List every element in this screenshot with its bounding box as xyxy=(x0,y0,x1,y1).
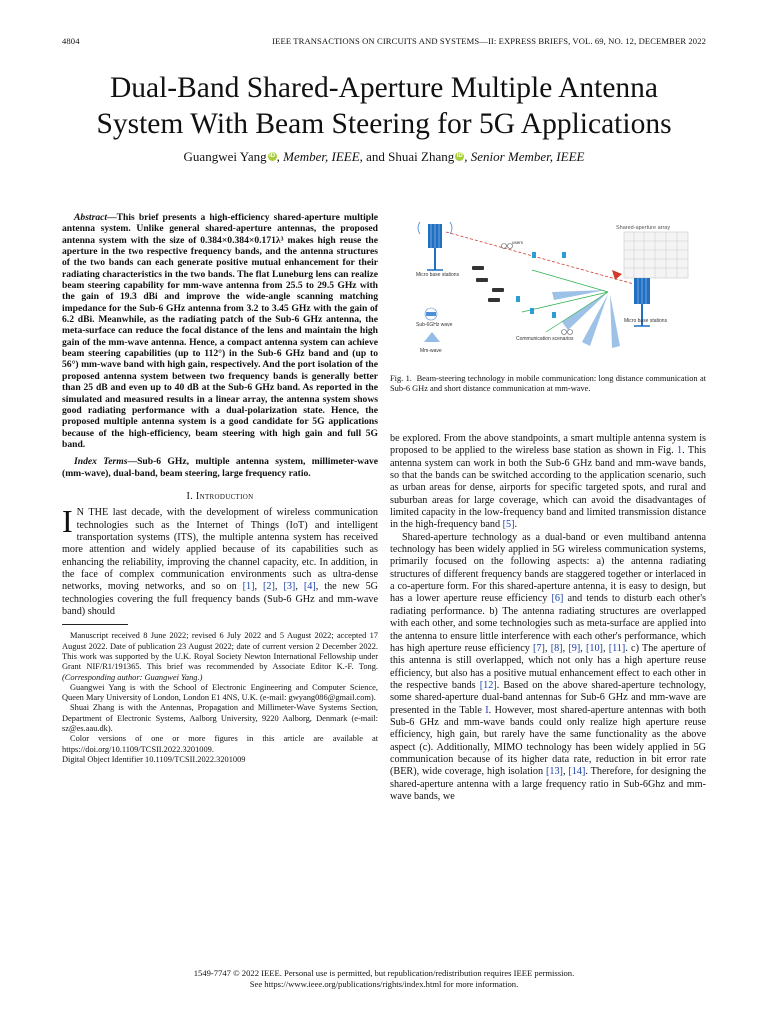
label-mmwave: Mm-wave xyxy=(420,348,442,354)
paper-title xyxy=(40,70,728,142)
author-role-2: Senior Member, IEEE xyxy=(470,149,585,164)
citation-link[interactable]: [13] xyxy=(545,766,563,778)
table-reference-link[interactable]: I xyxy=(485,704,489,716)
body-paragraph: . Therefore, for designing the shared-aperture antenna with a large frequency ratio in Sub-6Ghz and mm-wave bands, we xyxy=(390,766,706,802)
citation-link[interactable]: [3] xyxy=(283,581,296,593)
section-name: Introduction xyxy=(195,490,254,502)
citation-link[interactable]: [4] xyxy=(303,581,316,593)
citation-link[interactable]: [12] xyxy=(479,679,497,691)
arrow-icon xyxy=(612,270,622,280)
beam-steering-diagram xyxy=(412,212,706,368)
index-terms-lead: Index Terms xyxy=(74,456,128,468)
body-paragraph: be explored. From the above standpoints, a smart multiple antenna system is proposed to be applied to the wireless base station as shown in Fig. xyxy=(390,433,706,457)
orcid-icon[interactable]: iD xyxy=(269,153,276,159)
citation-link[interactable]: [6] xyxy=(551,593,564,605)
title-line-1: Dual-Band Shared-Aperture Multiple Antenna xyxy=(109,72,659,104)
section-heading-introduction xyxy=(62,491,378,503)
footnote-manuscript-text: Manuscript received 8 June 2022; revised 6 July 2022 and 5 August 2022; accepted 17 August 2022. Date of publication 23 August 2022; date of current version 2 December 2022. This work was supported by the U.K. Royal Society Newton International Fellowship under Grant NIF/R1/191365. This brief was recommended by Associate Editor K.-F. Tong. xyxy=(62,631,378,672)
running-header xyxy=(62,36,706,48)
body-paragraph: . Based on the above shared-aperture technology, some shared-aperture dual-band antennas for Sub-6 GHz and mm-wave are presented in the Table xyxy=(390,679,707,716)
citation-link[interactable]: [11] xyxy=(608,642,626,654)
citation-link[interactable]: [14] xyxy=(568,766,586,778)
body-paragraph: . xyxy=(514,519,518,531)
label-micro-left: Micro base stations xyxy=(416,272,460,278)
label-sub6: Sub-6GHz wave xyxy=(416,322,453,328)
drop-cap: I xyxy=(62,503,73,540)
abstract-text: —This brief presents a high-efficiency shared-aperture multiple antenna system. Unlike general shared-aperture antennas, the proposed antenna system with the size of 0.384×0.384×0.171λ³ makes high reuse the aperture in the two respective frequency bands, and the antenna structures of the two bands can each generate positive mutual enhancement for their radiating characteristics in the two bands. The flat Luneburg lens can realize beam steering capability for mm-wave antenna from 25.5 to 29.5 GHz with the gain of 19.3 dBi and improve the wide-angle scanning matching impedance for the Sub-6 GHz antenna from 3.2 to 3.45 GHz with the gain of 6.2 dBi. Meanwhile, as the radiating patch of the Sub-6 GHz antenna, the meta-surface can reduce the focal distance of the lens and maintain the high gain of the mm-wave antenna. Hence, a compact antenna system can achieve beam steering capabilities (up to 112°) in the Sub-6 GHz band and (up to 56°) mm-wave band with high gain, respectively. And the port isolation of the proposed antenna system between two frequency bands is generally better than 25 dB and even up to 40 dB at the Sub-6 GHz band. As reported in the simulated and measured results in a linear array, the antenna system shows good radiating performance with a dual-polarization state. Hence, the proposed multiple antenna system is a good candidate for 5G applications because of the high-efficiency, beam steering with high gain and full 5G band. xyxy=(62,212,378,450)
user-device-icon xyxy=(516,252,566,318)
index-terms xyxy=(62,456,378,479)
footnote-manuscript xyxy=(62,631,378,682)
body-paragraph: Shared-aperture technology as a dual-band or even multiband antenna technology has been widely applied in 5G wireless communication systems, primarily focused on the following aspects: a) the antenna radiating structures of different frequency bands are staggered together or interlaced in a co-aperture form. For this shared-aperture antenna, it is easy to design, but has a lower aperture reuse efficiency xyxy=(390,531,706,605)
long-distance-link xyxy=(446,232,634,284)
introduction-text: I N THE last decade, with the development of wireless communication technologies such as the Internet of Things (IoT) and intelligent transportation systems (ITS), the multiple antenna system has received more attention and widely applied because of its capabilities such as enhancing the reliability, improving the channel capacity, etc. In addition, in the face of complex communication environments such as ultra-dense networks, moving networks, and so on [1], [2], [3], [4], the new 5G technologies covering the full frequency bands (Sub-6 GHz and mm-wave band) should xyxy=(62,503,379,617)
footnote-color-versions: Color versions of one or more figures in this article are available at https://doi.org/10.1109/TCSII.2022.3201009. xyxy=(62,734,378,754)
figure-caption-text: Beam-steering technology in mobile communication: long distance communication at Sub-6 GHz and short distance communication at mm-wave. xyxy=(390,374,706,394)
author-name-2: , and Shuai Zhang xyxy=(359,149,455,164)
author-name-1: Guangwei Yang xyxy=(183,149,267,164)
copyright-line: 1549-7747 © 2022 IEEE. Personal use is permitted, but republication/redistribution requires IEEE permission. xyxy=(193,968,575,978)
body-paragraph: . This antenna system can work in both the Sub-6 GHz band and mm-wave bands, so that the bands can be switched according to the application scenario, such as urban areas for dense, airports for specific targeted spots, and rural and suburban areas for large coverage, which can avoid the disadvantages of limited capacity in the low-frequency band and limited transmission distance in the high-frequency band xyxy=(390,445,706,531)
author-line: Guangwei Yang iD , Member, IEEE, and Shuai Zhang iD , Senior Member, IEEE xyxy=(183,149,585,164)
body-paragraph: . However, most shared-aperture antennas with both Sub-6 GHz and mm-wave bands could only realize high aperture reuse efficiency, high gain, but rarely have the same functionality as the above aspect (c). Additionally, MIMO technology has been widely applied in 5G communication because of its higher data rate, reduction in bit error rate (BER), wide coverage, high isolation xyxy=(390,704,706,778)
label-users: users xyxy=(512,240,524,245)
citation-link[interactable]: [1] xyxy=(242,581,255,593)
body-paragraph: . c) The aperture of this antenna is still overlapped, which not only has a high aperture reuse efficiency, but also has a positive mutual enhancement effect to each other in the respective bands xyxy=(390,642,707,691)
citation-link[interactable]: [9] xyxy=(568,642,581,654)
right-column: be explored. From the above standpoints, a smart multiple antenna system is proposed to be applied to the wireless base station as shown in Fig. 1. This antenna system can work in both the Sub-6 GHz band and mm-wave bands, so that the bands can be switched according to the application scenario, such as urban areas for dense, airports for specific targeted spots, and rural and suburban areas for large coverage, which can avoid the disadvantages of limited capacity in the low-frequency band and limited transmission distance in the high-frequency band [5]. Shared-aperture technology as a dual-band or even multiband antenna technology has been widely applied in 5G wireless communication systems, primarily focused on the following aspects: a) the antenna radiating structures of different frequency bands are staggered together or interlaced in a co-aperture form. For this shared-aperture antenna, it is easy to design, but has a lower aperture reuse efficiency [6] and tends to disturb each other's radiating performance. b) The antenna radiating structures are overlapped with each other, and some technologies such as meta-surface are applied into the antenna to ensure little interference with each other's performance, which has high aperture reuse efficiency [7], [8], [9], [10], [11]. c) The aperture of this antenna is still overlapped, which not only has a high aperture reuse efficiency, but also has a positive mutual enhancement effect to each other in the respective bands [12]. Based on the above shared-aperture technology, some shared-aperture dual-band antennas for Sub-6 GHz and mm-wave are presented in the Table I. However, most shared-aperture antennas with both Sub-6 GHz and mm-wave bands could only realize high aperture reuse efficiency, high gain, but rarely have the same functionality as the above aspect (c). Additionally, MIMO technology has been widely applied in 5G communication because of its higher data rate, reduction in bit error rate (BER), wide coverage, high isolation [13], [14]. Therefore, for designing the shared-aperture antenna with a large frequency ratio in Sub-6Ghz and mm-wave bands, we xyxy=(390,433,707,802)
page-number: 4804 xyxy=(62,36,80,46)
title-line-2: System With Beam Steering for 5G Applications xyxy=(96,108,672,140)
citation-link[interactable]: [5] xyxy=(502,519,515,531)
section-number: I. xyxy=(186,490,196,502)
label-micro-right: Micro base stations xyxy=(624,318,668,324)
author-role-1: Member, IEEE xyxy=(283,149,360,164)
citation-link[interactable]: [10] xyxy=(585,642,603,654)
drone-icon xyxy=(502,244,573,335)
intro-paragraph-start: N THE last decade, with the development of wireless communication technologies such as the Internet of Things (IoT) and intelligent transportation systems (ITS), the multiple antenna system has received more attention and widely applied because of its capabilities such as enhancing the reliability, improving the channel capacity, etc. In addition, in the face of complex communication environments such as ultra-dense networks, moving networks, and so on xyxy=(62,507,378,593)
rights-link[interactable]: See https://www.ieee.org/publications/rights/index.html for more information. xyxy=(249,979,519,989)
index-terms-text: —Sub-6 GHz, multiple antenna system, millimeter-wave (mm-wave), dual-band, beam steering, large frequency ratio. xyxy=(62,456,378,479)
footnote-author-1: Guangwei Yang is with the School of Electronic Engineering and Computer Science, Queen Mary University of London, London E1 4NS, U.K. (e-mail: gwyang086@gmail.com). xyxy=(62,682,378,703)
footnote-corresponding: (Corresponding author: Guangwei Yang.) xyxy=(62,672,203,682)
mmwave-legend-icon xyxy=(424,332,440,342)
left-base-station-icon xyxy=(418,222,452,270)
car-icon xyxy=(472,266,504,302)
copyright-footer xyxy=(40,968,728,990)
figure-label: Fig. 1. xyxy=(390,374,412,383)
citation-link[interactable]: [8] xyxy=(550,642,563,654)
abstract-lead: Abstract xyxy=(74,212,108,223)
footnote-doi: Digital Object Identifier 10.1109/TCSII.2022.3201009 xyxy=(62,754,246,764)
figure-1 xyxy=(412,212,706,368)
footnote-author-2: Shuai Zhang is with the Antennas, Propagation and Millimeter-Wave Systems Section, Department of Electronic Systems, Aalborg University, 9220 Aalborg, Denmark (e-mail: sz@es.aau.dk). xyxy=(62,703,378,734)
citation-link[interactable]: [7] xyxy=(533,642,545,654)
citation-link[interactable]: [2] xyxy=(263,581,275,593)
journal-name: IEEE TRANSACTIONS ON CIRCUITS AND SYSTEMS—II: EXPRESS BRIEFS, VOL. 69, NO. 12, DECEMBER 2022 xyxy=(272,36,706,46)
shared-aperture-array xyxy=(616,225,688,278)
abstract xyxy=(62,212,378,450)
intro-paragraph-end: , the new 5G technologies covering the full frequency bands (Sub-6 GHz and mm-wave band) should xyxy=(62,581,379,617)
figure-reference-link[interactable]: 1 xyxy=(677,445,683,457)
sub6-legend-icon xyxy=(425,308,437,320)
footnote-divider xyxy=(62,624,128,625)
label-scenario: Communication scenarios xyxy=(516,336,574,342)
footnotes xyxy=(62,631,378,765)
orcid-icon[interactable]: iD xyxy=(456,153,463,159)
figure-1-caption xyxy=(390,374,706,395)
label-shared-array: Shared-aperture array xyxy=(616,225,671,231)
left-column xyxy=(62,212,378,765)
body-paragraph: and tends to disturb each other's radiating performance. b) The antenna radiating structures are overlapped with each other, and some technologies such as meta-surface are applied into the antenna to ensure little interference with each other's performance, which has high aperture reuse efficiency xyxy=(390,593,706,654)
